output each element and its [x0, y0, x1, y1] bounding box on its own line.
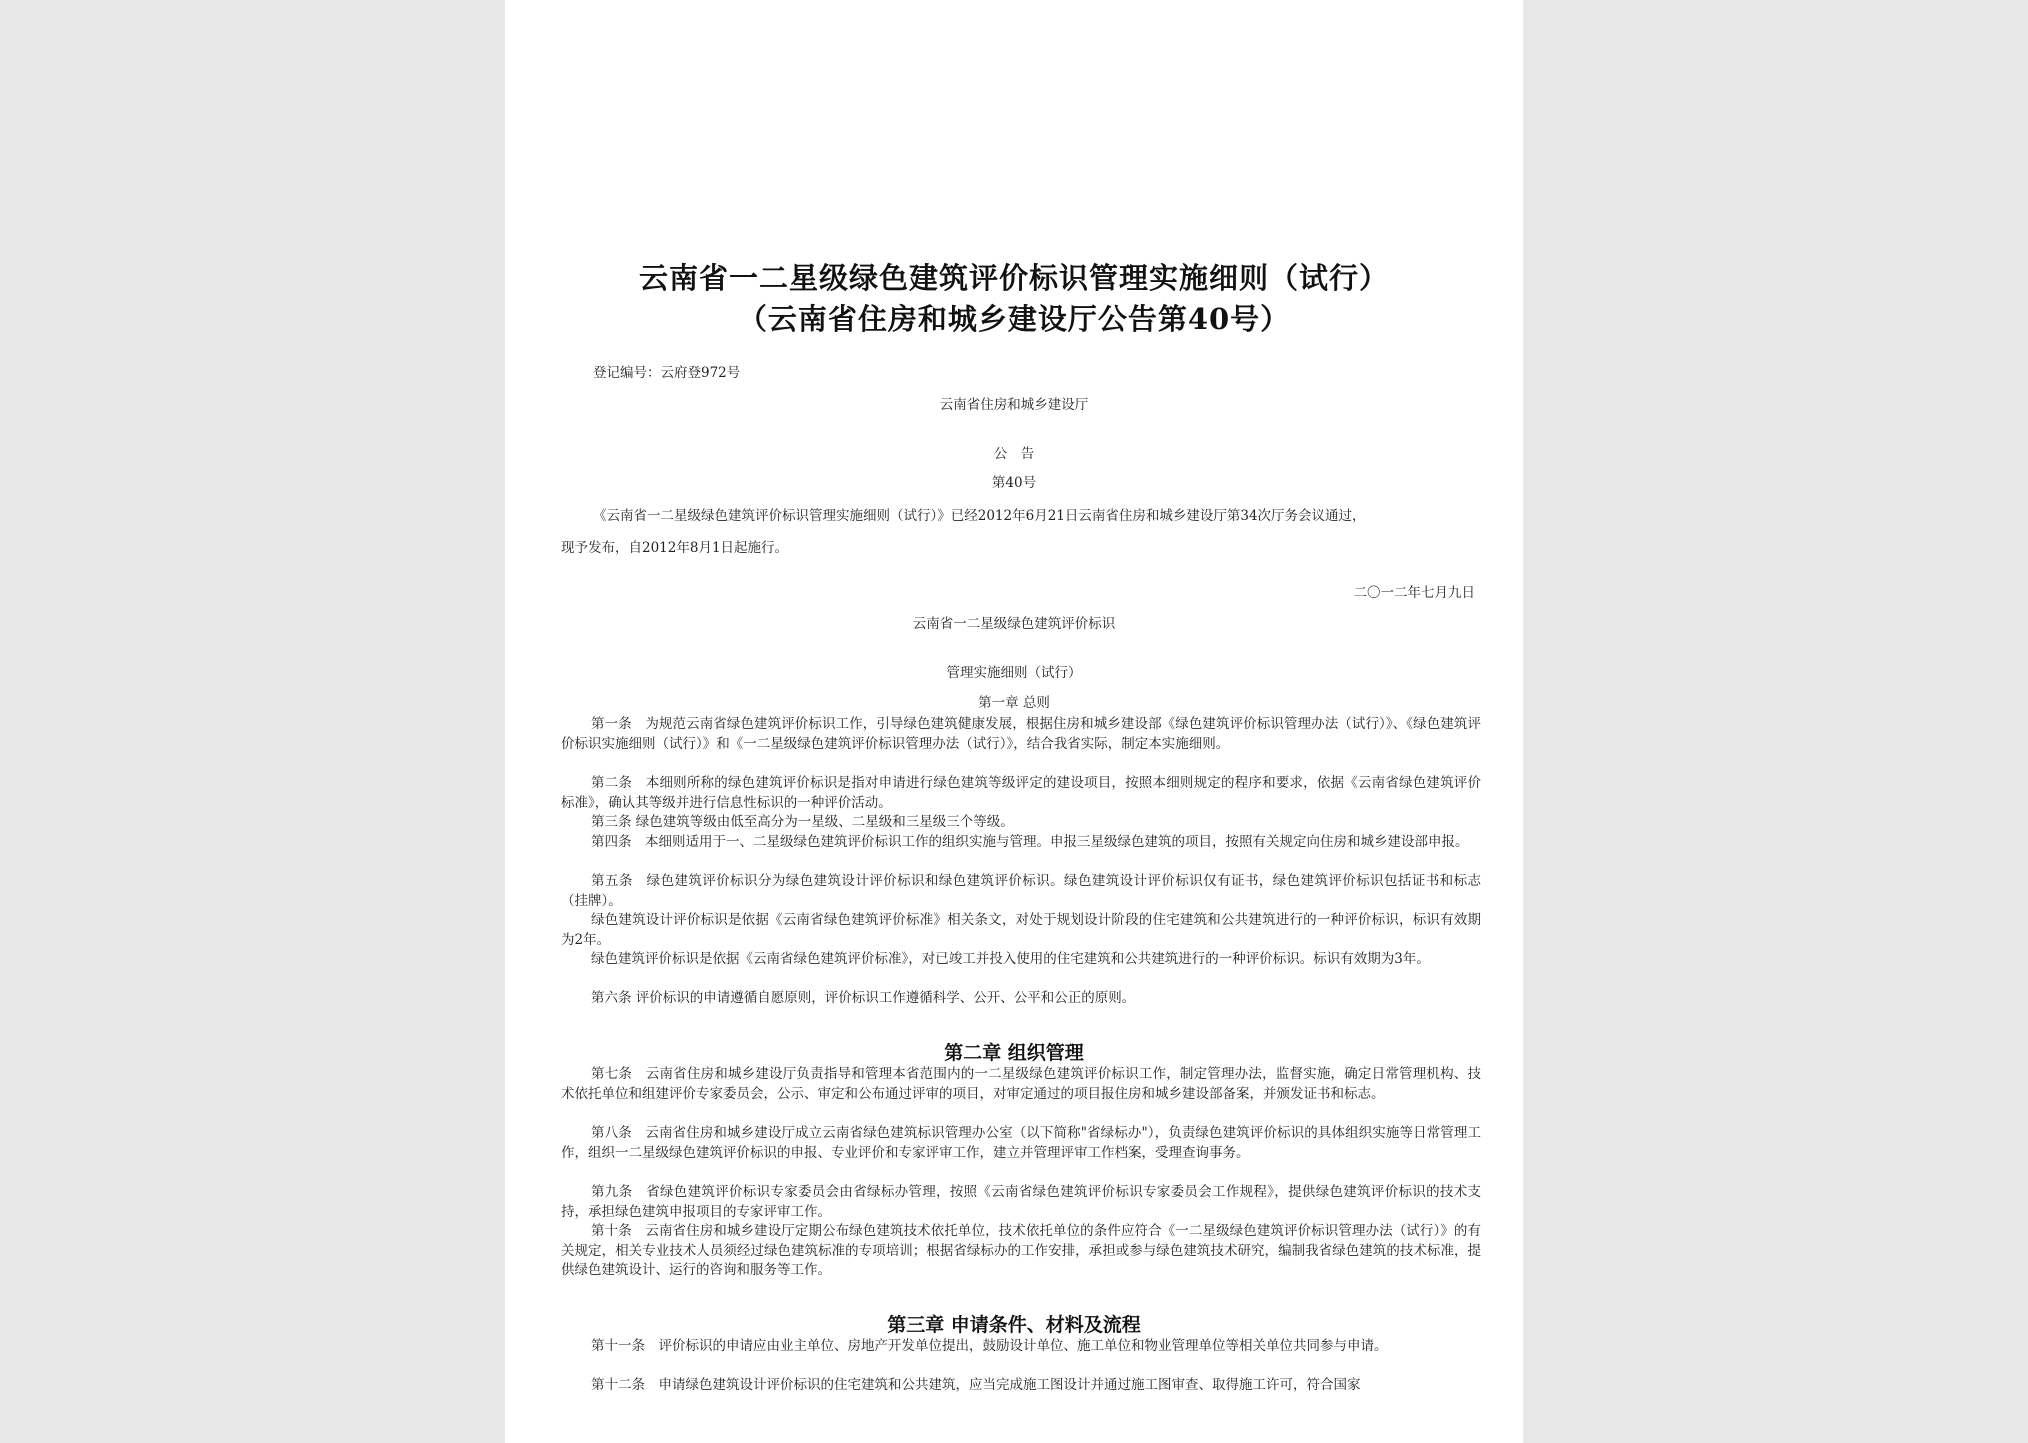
- notice-date: 二〇一二年七月九日: [1353, 585, 1475, 601]
- article-8: 第八条 云南省住房和城乡建设厅成立云南省绿色建筑标识管理办公室（以下简称"省绿标办"），负责绿色建筑评价标识的具体组织实施等日常管理工作，组织一二星级绿色建筑评价标识的申报、专业评价和专家评审工作，建立并管理评审工作档案，受理查询事务。: [561, 1125, 1481, 1161]
- article-12: 第十二条 申请绿色建筑设计评价标识的住宅建筑和公共建筑，应当完成施工图设计并通过施工图审查、取得施工许可，符合国家: [591, 1377, 1361, 1393]
- registration-number: 登记编号：云府登972号: [593, 365, 741, 381]
- notice-text-line2: 现予发布，自2012年8月1日起施行。: [561, 540, 789, 556]
- notice-number: 第40号: [991, 475, 1037, 491]
- article-5-para-3: 绿色建筑评价标识是依据《云南省绿色建筑评价标准》，对已竣工并投入使用的住宅建筑和公共建筑进行的一种评价标识。标识有效期为3年。: [591, 951, 1430, 967]
- article-7: 第七条 云南省住房和城乡建设厅负责指导和管理本省范围内的一二星级绿色建筑评价标识工作，制定管理办法，监督实施，确定日常管理机构、技术依托单位和组建评价专家委员会，公示、审定和公布通过评审的项目，对审定通过的项目报住房和城乡建设部备案，并颁发证书和标志。: [561, 1066, 1481, 1102]
- document-page: [505, 0, 1523, 1443]
- article-5-para-2: 绿色建筑设计评价标识是依据《云南省绿色建筑评价标准》相关条文，对处于规划设计阶段的住宅建筑和公共建筑进行的一种评价标识，标识有效期为2年。: [561, 912, 1481, 948]
- article-6: 第六条 评价标识的申请遵循自愿原则，评价标识工作遵循科学、公开、公平和公正的原则。: [591, 990, 1136, 1006]
- article-2: 第二条 本细则所称的绿色建筑评价标识是指对申请进行绿色建筑等级评定的建设项目，按照本细则规定的程序和要求，依据《云南省绿色建筑评价标准》，确认其等级并进行信息性标识的一种评价活动。: [561, 775, 1481, 811]
- article-9: 第九条 省绿色建筑评价标识专家委员会由省绿标办管理，按照《云南省绿色建筑评价标识专家委员会工作规程》，提供绿色建筑评价标识的技术支持，承担绿色建筑申报项目的专家评审工作。: [561, 1184, 1481, 1220]
- issuer-name: 云南省住房和城乡建设厅: [939, 397, 1089, 413]
- document-subtitle: （云南省住房和城乡建设厅公告第40号）: [737, 302, 1291, 336]
- chapter-1-heading: 第一章 总则: [978, 695, 1050, 711]
- article-10: 第十条 云南省住房和城乡建设厅定期公布绿色建筑技术依托单位，技术依托单位的条件应符合《一二星级绿色建筑评价标识管理办法（试行）》的有关规定，相关专业技术人员须经过绿色建筑标准的专项培训；根据省绿标办的工作安排，承担或参与绿色建筑技术研究，编制我省绿色建筑的技术标准，提供绿色建筑设计、运行的咨询和服务等工作。: [561, 1223, 1481, 1278]
- article-3: 第三条 绿色建筑等级由低至高分为一星级、二星级和三星级三个等级。: [591, 814, 1014, 830]
- chapter-3-heading: 第三章 申请条件、材料及流程: [887, 1314, 1141, 1336]
- article-11: 第十一条 评价标识的申请应由业主单位、房地产开发单位提出，鼓励设计单位、施工单位和物业管理单位等相关单位共同参与申请。: [591, 1338, 1388, 1354]
- chapter-2-heading: 第二章 组织管理: [944, 1042, 1084, 1064]
- rules-title-line2: 管理实施细则（试行）: [946, 665, 1082, 681]
- article-5: 第五条 绿色建筑评价标识分为绿色建筑设计评价标识和绿色建筑评价标识。绿色建筑设计评价标识仅有证书，绿色建筑评价标识包括证书和标志（挂牌）。: [561, 873, 1481, 909]
- article-1: 第一条 为规范云南省绿色建筑评价标识工作，引导绿色建筑健康发展，根据住房和城乡建设部《绿色建筑评价标识管理办法（试行）》、《绿色建筑评价标识实施细则（试行）》和《一二星级绿色建筑评价标识管理办法（试行）》，结合我省实际，制定本实施细则。: [561, 716, 1481, 752]
- document-title: 云南省一二星级绿色建筑评价标识管理实施细则（试行）: [638, 261, 1389, 295]
- notice-text-line1: 《云南省一二星级绿色建筑评价标识管理实施细则（试行）》已经2012年6月21日云南省住房和城乡建设厅第34次厅务会议通过，: [593, 508, 1366, 524]
- notice-label: 公 告: [993, 446, 1035, 462]
- rules-title-line1: 云南省一二星级绿色建筑评价标识: [912, 616, 1116, 632]
- article-4: 第四条 本细则适用于一、二星级绿色建筑评价标识工作的组织实施与管理。申报三星级绿色建筑的项目，按照有关规定向住房和城乡建设部申报。: [591, 834, 1469, 850]
